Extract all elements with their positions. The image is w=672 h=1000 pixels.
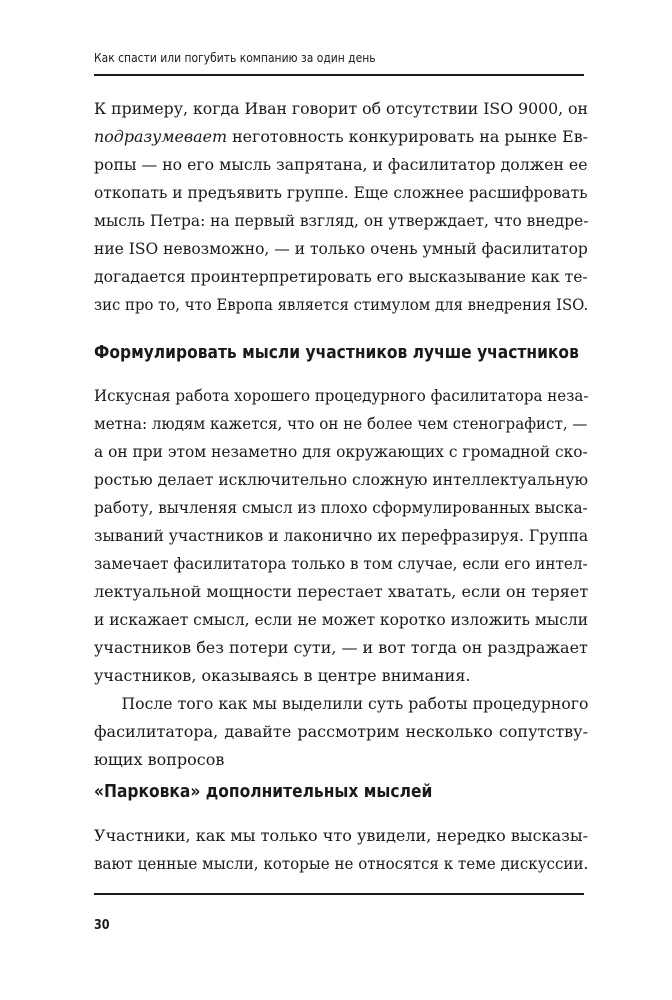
text-line: зис про то, что Европа является стимулом для внедрения ISO.: [94, 295, 589, 314]
text-line: вают ценные мысли, которые не относятся к теме дискуссии.: [94, 854, 589, 873]
text-line: ропы — но его мысль запрятана, и фасилитатор должен ее: [94, 155, 588, 174]
page-number: 30: [94, 918, 110, 933]
text-line: догадается проинтерпретировать его высказывание как те-: [94, 267, 588, 286]
text-line: метна: людям кажется, что он не более чем стенографист, —: [94, 414, 588, 433]
header-rule: [94, 74, 584, 76]
text-line: ростью делает исключительно сложную интеллектуальную: [94, 470, 589, 489]
section1-paragraph2: [94, 690, 588, 774]
text-line: К примеру, когда Иван говорит об отсутствии ISO 9000, он: [94, 99, 588, 118]
text-line: замечает фасилитатора только в том случае, если его интел-: [94, 554, 588, 573]
section1-paragraph1: [94, 382, 588, 690]
text-line: а он при этом незаметно для окружающих с громадной ско-: [94, 442, 588, 461]
section-heading: «Парковка» дополнительных мыслей: [94, 781, 433, 802]
text-line: Участники, как мы только что увидели, нередко высказы-: [94, 826, 588, 845]
text-line: ющих вопросов: [94, 750, 225, 769]
running-header: Как спасти или погубить компанию за один день: [94, 50, 376, 65]
text-line: Искусная работа хорошего процедурного фасилитатора неза-: [94, 386, 589, 405]
text-line: работу, вычленяя смысл из плохо сформулированных выска-: [94, 498, 588, 517]
section2-paragraph1: [94, 822, 588, 878]
text-line: ние ISO невозможно, — и только очень умный фасилитатор: [94, 239, 588, 258]
text-line: После того как мы выделили суть работы процедурного: [121, 694, 589, 713]
text-line: участников без потери сути, — и вот тогда он раздражает: [94, 638, 588, 657]
text-line: мысль Петра: на первый взгляд, он утверждает, что внедре-: [94, 211, 589, 230]
text-line: зываний участников и лаконично их перефразируя. Группа: [94, 526, 589, 545]
text-line: фасилитатора, давайте рассмотрим несколько сопутству-: [94, 722, 588, 741]
text-fragment: неготовность конкурировать на рынке Ев-: [227, 127, 589, 146]
text-line: и искажает смысл, если не может коротко изложить мысли: [94, 610, 589, 629]
footer-rule: [94, 893, 584, 895]
section-heading: Формулировать мысли участников лучше участников: [94, 342, 579, 363]
text-line: [94, 123, 589, 151]
emphasis-text: подразумевает: [94, 127, 228, 146]
text-line: участников, оказываясь в центре внимания.: [94, 666, 471, 685]
paragraph-intro: [94, 95, 588, 319]
text-line: откопать и предъявить группе. Еще сложнее расшифровать: [94, 183, 588, 202]
text-line: лектуальной мощности перестает хватать, если он теряет: [94, 582, 589, 601]
